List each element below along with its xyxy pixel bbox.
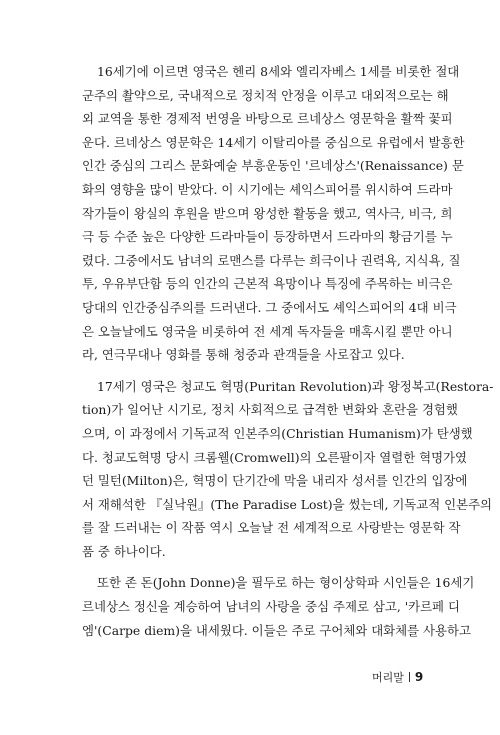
text-line: 엠'(Carpe diem)을 내세웠다. 이들은 주로 구어체와 대화체를 사용하고: [82, 622, 471, 638]
text-line: 품 중 하나이다.: [82, 543, 166, 559]
text-line: 17세기 영국은 청교도 혁명(Puritan Revolution)과 왕정복고(Restora-: [97, 378, 494, 394]
text-line: 외 교역을 통한 경제적 번영을 바탕으로 르네상스 영문학을 활짝 꽃피: [82, 111, 453, 127]
text-line: 인간 중심의 그리스 문화예술 부흥운동인 '르네상스'(Renaissance) 문: [82, 158, 464, 174]
body-text: [82, 60, 494, 642]
text-line: 다. 청교도혁명 당시 크롬웰(Cromwell)의 오른팔이자 열렬한 혁명가였: [82, 449, 467, 465]
footer-divider: [409, 672, 410, 682]
text-line: 라, 연극무대나 영화를 통해 청중과 관객들을 사로잡고 있다.: [82, 347, 405, 363]
text-line: 를 잘 드러내는 이 작품 역시 오늘날 전 세계적으로 사랑받는 영문학 작: [82, 520, 461, 536]
text-line: 렸다. 그중에서도 남녀의 로맨스를 다루는 희극이나 권력욕, 지식욕, 질: [82, 252, 461, 268]
text-line: 작가들이 왕실의 후원을 받으며 왕성한 활동을 했고, 역사극, 비극, 희: [82, 205, 453, 221]
paragraph-3: [82, 571, 475, 642]
text-line: 16세기에 이르면 영국은 헨리 8세와 엘리자베스 1세를 비롯한 절대: [97, 64, 460, 79]
text-line: tion)가 일어난 시기로, 정치 사회적으로 급격한 변화와 혼란을 경험했: [82, 402, 458, 418]
text-line: 당대의 인간중심주의를 드러낸다. 그 중에서도 셰익스피어의 4대 비극: [82, 299, 457, 315]
running-footer-label: 머리말: [372, 671, 404, 684]
text-line: 화의 영향을 많이 받았다. 이 시기에는 셰익스피어를 위시하여 드라마: [82, 181, 453, 197]
text-line: 은 오늘날에도 영국을 비롯하여 전 세계 독자들을 매혹시킬 뿐만 아니: [82, 323, 453, 339]
page-number: 9: [414, 670, 424, 684]
text-line: 운다. 르네상스 영문학은 14세기 이탈리아를 중심으로 유럽에서 발흥한: [82, 134, 465, 150]
paragraph-2: [82, 375, 494, 564]
text-line: 또한 존 돈(John Donne)을 필두로 하는 형이상학파 시인들은 16세기: [97, 575, 475, 591]
paragraph-1: [82, 60, 465, 367]
text-line: 르네상스 정신을 계승하여 남녀의 사랑을 중심 주제로 삼고, '카르페 디: [82, 599, 460, 615]
text-line: 던 밀턴(Milton)은, 혁명이 단기간에 막을 내리자 성서를 인간의 입장에: [82, 473, 468, 489]
text-line: 극 등 수준 높은 다양한 드라마들이 등장하면서 드라마의 황금기를 누: [82, 229, 453, 245]
text-line: 투, 우유부단함 등의 인간의 근본적 욕망이나 특징에 주목하는 비극은: [82, 276, 453, 292]
text-line: 으며, 이 과정에서 기독교적 인본주의(Christian Humanism)가 탄생했: [82, 425, 473, 441]
text-line: 서 재해석한 『실낙원』(The Paradise Lost)을 썼는데, 기독교적 인본주의: [82, 496, 493, 512]
page-footer: [372, 669, 423, 685]
text-line: 군주의 촬약으로, 국내적으로 정치적 안정을 이루고 대외적으로는 해: [82, 87, 449, 103]
